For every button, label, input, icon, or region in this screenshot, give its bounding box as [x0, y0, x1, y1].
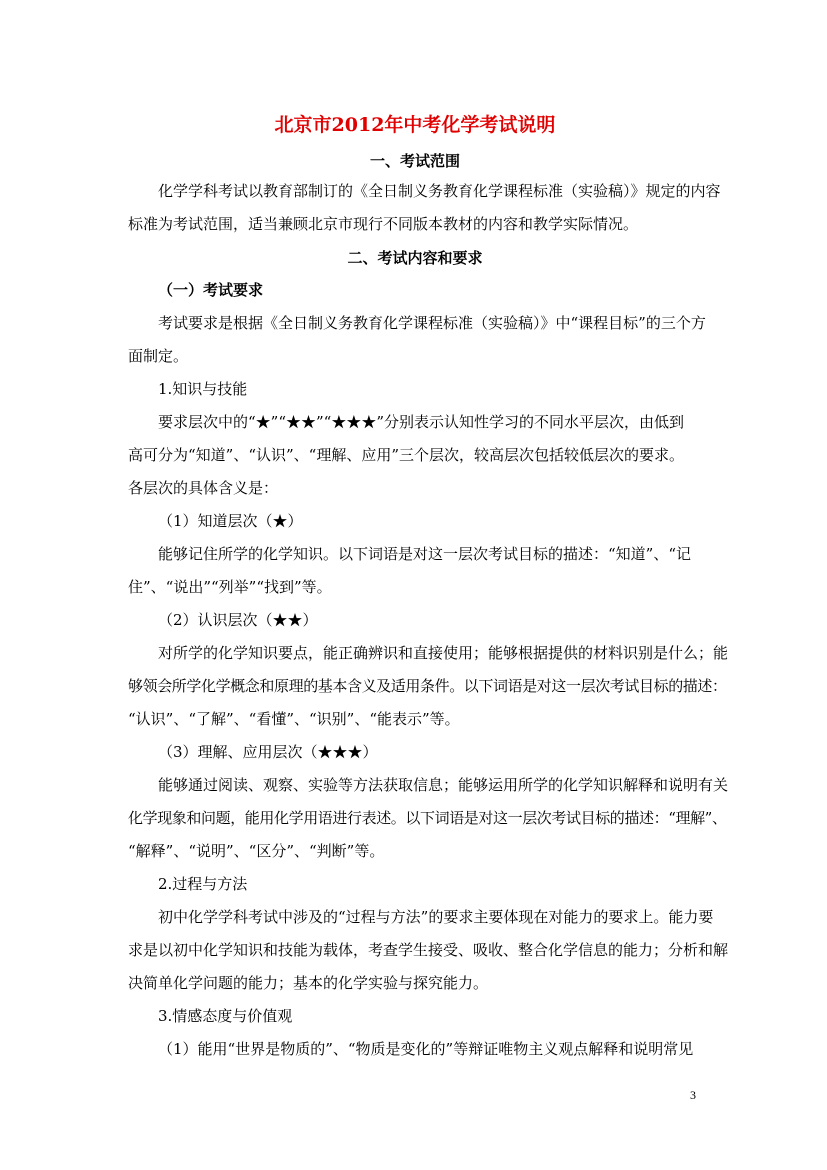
paragraph-line: 初中化学学科考试中涉及的“过程与方法”的要求主要体现在对能力的要求上。能力要	[158, 908, 714, 926]
paragraph-line: “认识”、“了解”、“看懂”、“识别”、“能表示”等。	[128, 710, 460, 728]
paragraph-line: 求是以初中化学知识和技能为载体，考查学生接受、吸收、整合化学信息的能力；分析和解	[128, 941, 729, 959]
level-heading-recognize: （2）认识层次（★★）	[158, 611, 318, 629]
paragraph-line: 能够通过阅读、观察、实验等方法获取信息；能够运用所学的化学知识解释和说明有关	[158, 776, 729, 794]
page-number: 3	[690, 1088, 696, 1102]
paragraph-line: 对所学的化学知识要点，能正确辨识和直接使用；能够根据提供的材料识别是什么；能	[158, 644, 729, 662]
level-heading-know: （1）知道层次（★）	[158, 512, 303, 530]
paragraph-line: 标准为考试范围，适当兼顾北京市现行不同版本教材的内容和教学实际情况。	[128, 215, 639, 233]
level-heading-understand-apply: （3）理解、应用层次（★★★）	[158, 743, 378, 761]
paragraph-line: （1）能用“世界是物质的”、“物质是变化的”等辩证唯物主义观点解释和说明常见	[158, 1040, 694, 1058]
paragraph-line: 决简单化学问题的能力；基本的化学实验与探究能力。	[128, 974, 489, 992]
subsection-heading-exam-requirements: （一）考试要求	[158, 281, 264, 299]
paragraph-line: 面制定。	[128, 347, 189, 365]
paragraph-line: 高可分为“知道”、“认识”、“理解、应用”三个层次，较高层次包括较低层次的要求。	[128, 446, 685, 464]
paragraph-line: “解释”、“说明”、“区分”、“判断”等。	[128, 842, 385, 860]
paragraph-line: 够领会所学化学概念和原理的基本含义及适用条件。以下词语是对这一层次考试目标的描述：	[128, 677, 727, 695]
document-title: 北京市2012年中考化学考试说明	[274, 114, 556, 136]
paragraph-line: 各层次的具体含义是：	[128, 479, 279, 497]
item-heading-process-method: 2.过程与方法	[158, 875, 248, 893]
paragraph-line: 能够记住所学的化学知识。以下词语是对这一层次考试目标的描述：“知道”、“记	[158, 545, 692, 563]
section-heading-exam-content: 二、考试内容和要求	[347, 249, 483, 267]
item-heading-attitude-values: 3.情感态度与价值观	[158, 1007, 293, 1025]
section-heading-exam-scope: 一、考试范围	[369, 152, 460, 170]
item-heading-knowledge-skills: 1.知识与技能	[158, 380, 248, 398]
paragraph-line: 住”、“说出”“列举”“找到”等。	[128, 578, 332, 596]
paragraph-line: 化学现象和问题，能用化学用语进行表述。以下词语是对这一层次考试目标的描述：“理解”、	[128, 809, 727, 827]
paragraph-line: 考试要求是根据《全日制义务教育化学课程标准（实验稿）》中“课程目标”的三个方	[158, 314, 706, 332]
paragraph-line: 要求层次中的“★”“★★”“★★★”分别表示认知性学习的不同水平层次，由低到	[158, 413, 685, 431]
paragraph-line: 化学学科考试以教育部制订的《全日制义务教育化学课程标准（实验稿）》规定的内容	[158, 182, 721, 200]
